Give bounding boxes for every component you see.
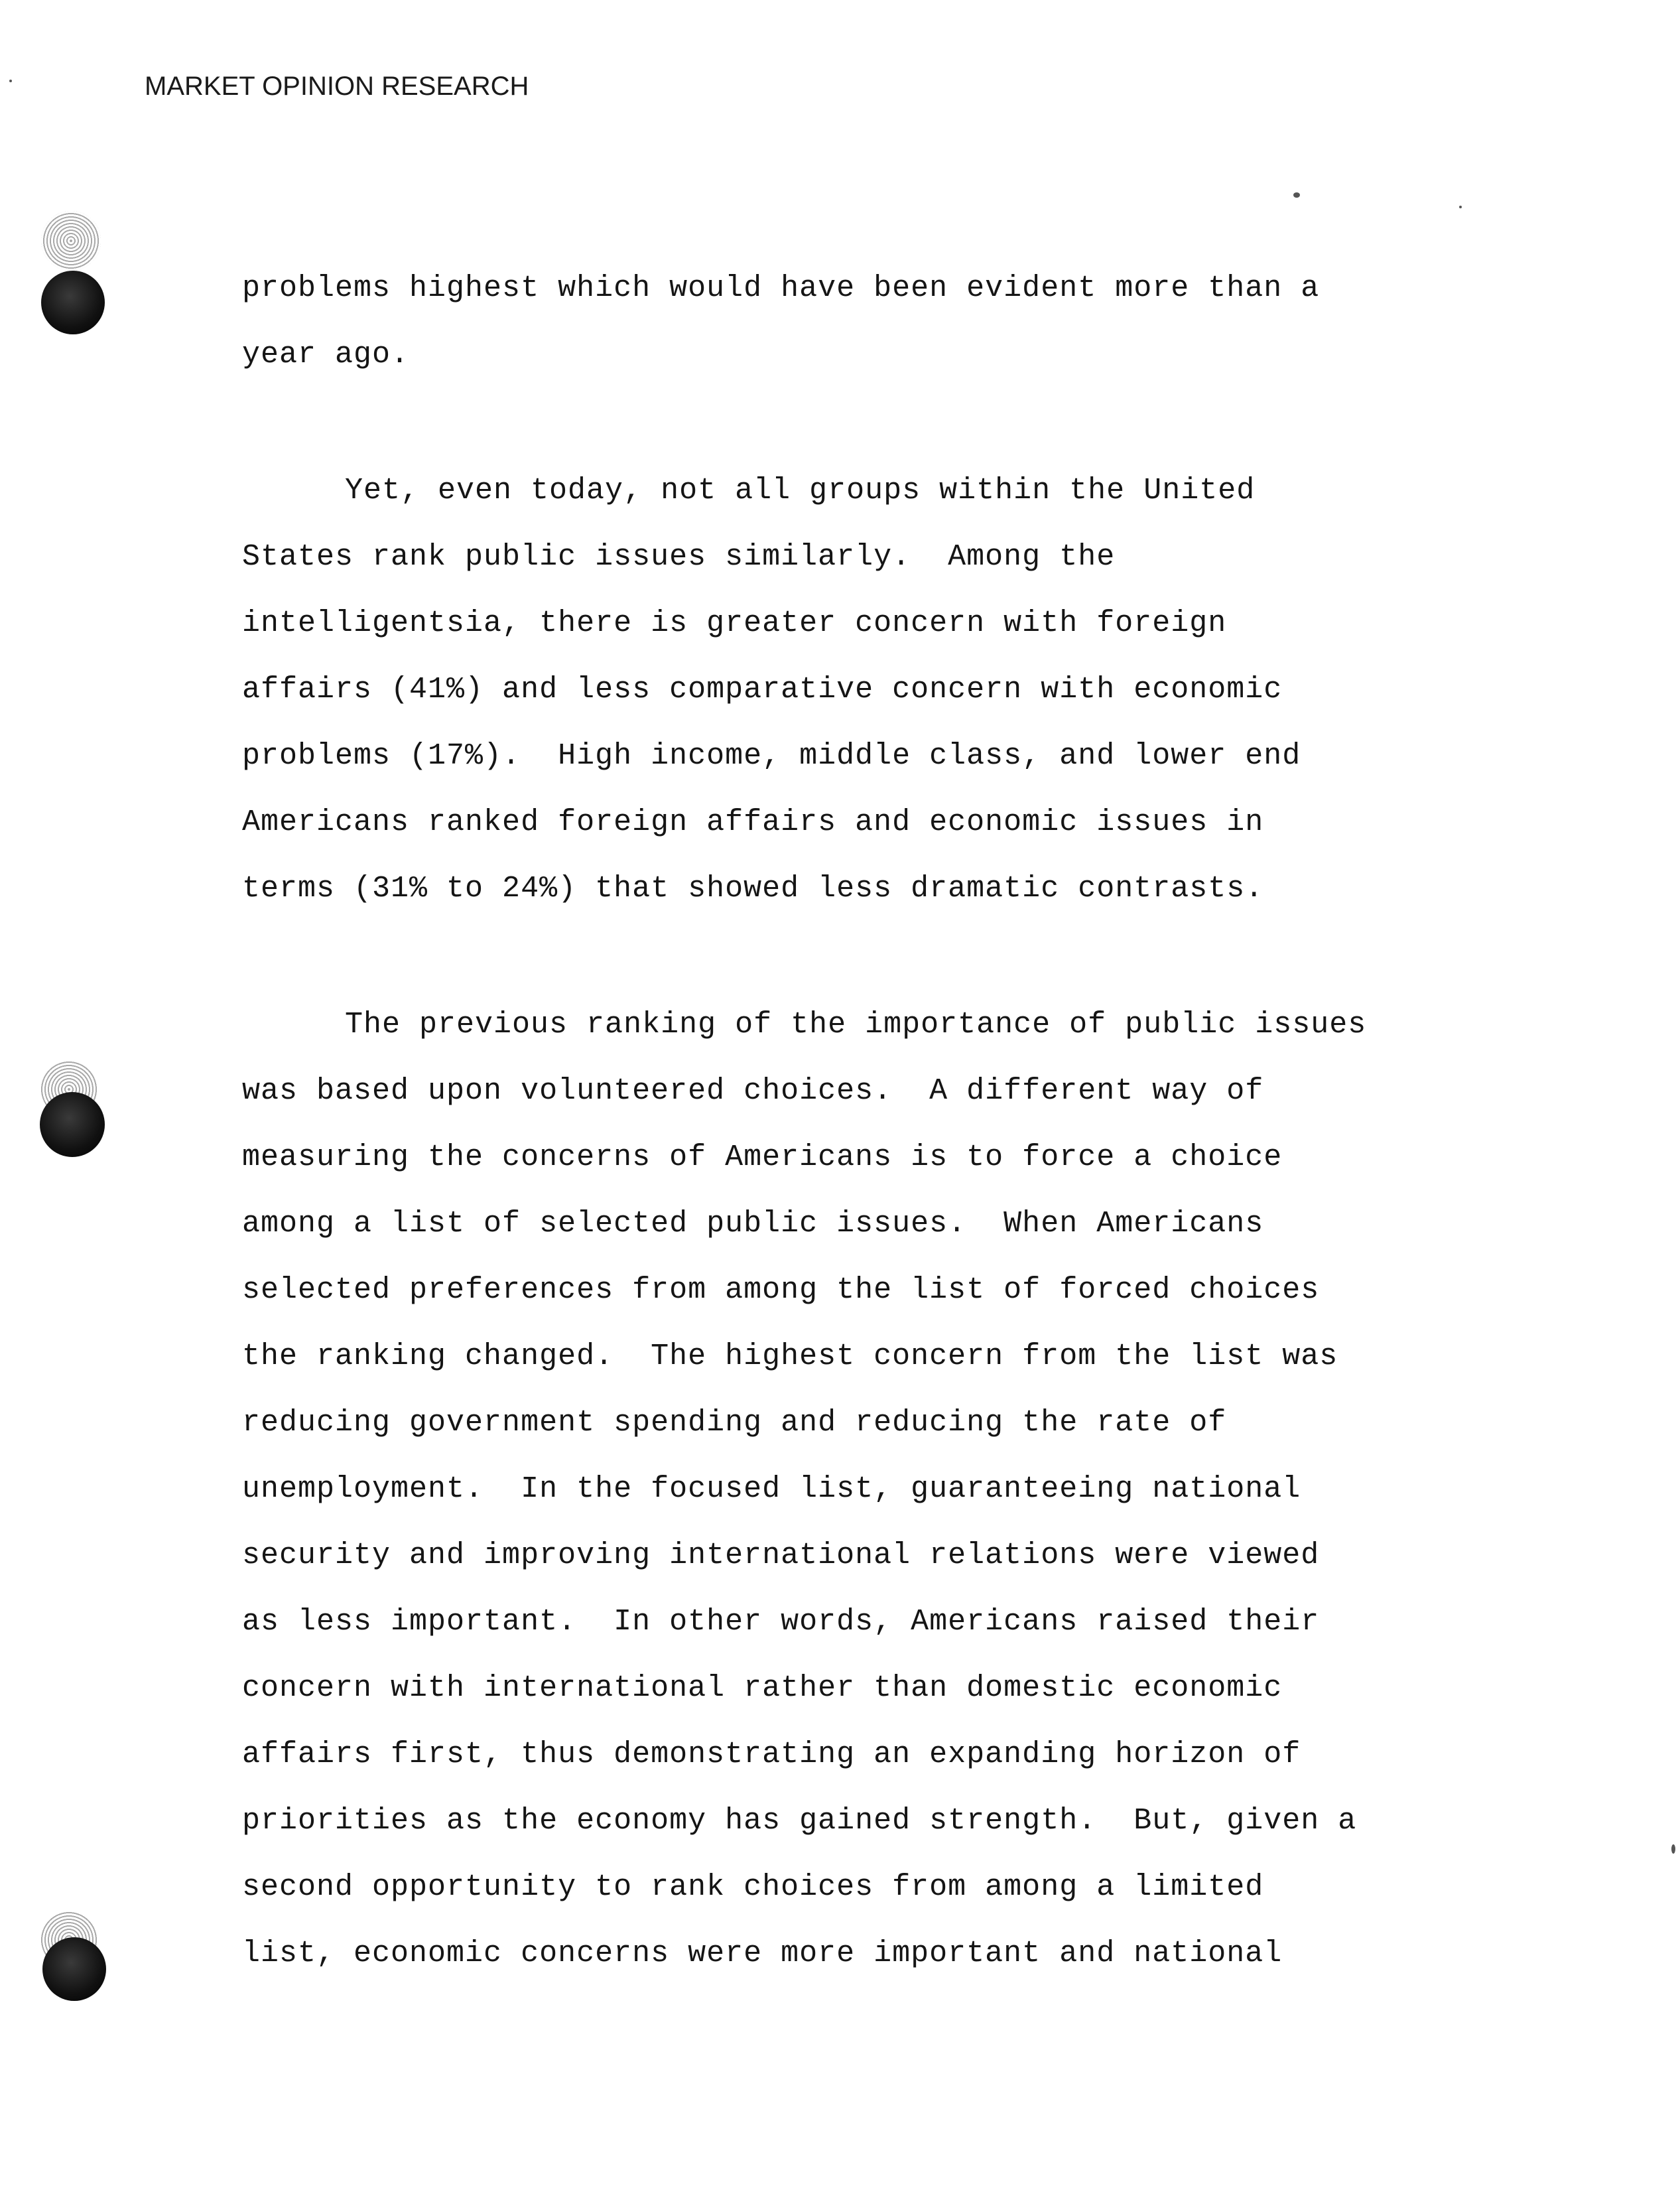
text-line: affairs first, thus demonstrating an expanding horizon of bbox=[242, 1738, 1301, 1771]
scan-speck bbox=[1293, 192, 1300, 198]
text-line: was based upon volunteered choices. A different way of bbox=[242, 1074, 1264, 1108]
punch-hole-bottom bbox=[42, 1937, 106, 2001]
scan-speck bbox=[9, 80, 12, 82]
scan-speck bbox=[1671, 1844, 1675, 1854]
text-line: unemployment. In the focused list, guaranteeing national bbox=[242, 1472, 1301, 1506]
paragraph-continuation bbox=[242, 255, 1476, 388]
text-line: The previous ranking of the importance of public issues bbox=[345, 1008, 1367, 1042]
text-line: problems highest which would have been evident more than a bbox=[242, 271, 1320, 305]
text-line: Americans ranked foreign affairs and economic issues in bbox=[242, 805, 1264, 839]
text-line: among a list of selected public issues. When Americans bbox=[242, 1207, 1264, 1241]
punch-hole-faint-top bbox=[41, 211, 101, 271]
text-line: concern with international rather than domestic economic bbox=[242, 1671, 1283, 1705]
text-line: priorities as the economy has gained strength. But, given a bbox=[242, 1804, 1357, 1838]
punch-hole-middle bbox=[40, 1092, 105, 1157]
text-line: terms (31% to 24%) that showed less dramatic contrasts. bbox=[242, 872, 1264, 906]
text-line: Yet, even today, not all groups within the United bbox=[345, 474, 1256, 508]
text-line: measuring the concerns of Americans is to force a choice bbox=[242, 1140, 1283, 1174]
page-header: MARKET OPINION RESEARCH bbox=[145, 72, 529, 101]
punch-hole-top bbox=[41, 271, 105, 334]
text-line: affairs (41%) and less comparative concern with economic bbox=[242, 673, 1283, 707]
text-line: selected preferences from among the list of forced choices bbox=[242, 1273, 1320, 1307]
text-line: the ranking changed. The highest concern from the list was bbox=[242, 1339, 1338, 1373]
text-line: problems (17%). High income, middle class, and lower end bbox=[242, 739, 1301, 773]
scan-speck bbox=[1459, 206, 1462, 208]
paragraph-group-rankings bbox=[242, 458, 1476, 922]
paragraph-forced-choice bbox=[242, 992, 1476, 1987]
text-line: year ago. bbox=[242, 338, 410, 372]
text-line: second opportunity to rank choices from among a limited bbox=[242, 1870, 1264, 1904]
text-line: intelligentsia, there is greater concern with foreign bbox=[242, 606, 1227, 640]
text-line: security and improving international relations were viewed bbox=[242, 1539, 1320, 1572]
text-line: States rank public issues similarly. Among the bbox=[242, 540, 1116, 574]
text-line: reducing government spending and reducing the rate of bbox=[242, 1406, 1227, 1440]
text-line: list, economic concerns were more important and national bbox=[242, 1937, 1283, 1970]
text-line: as less important. In other words, Americans raised their bbox=[242, 1605, 1320, 1639]
